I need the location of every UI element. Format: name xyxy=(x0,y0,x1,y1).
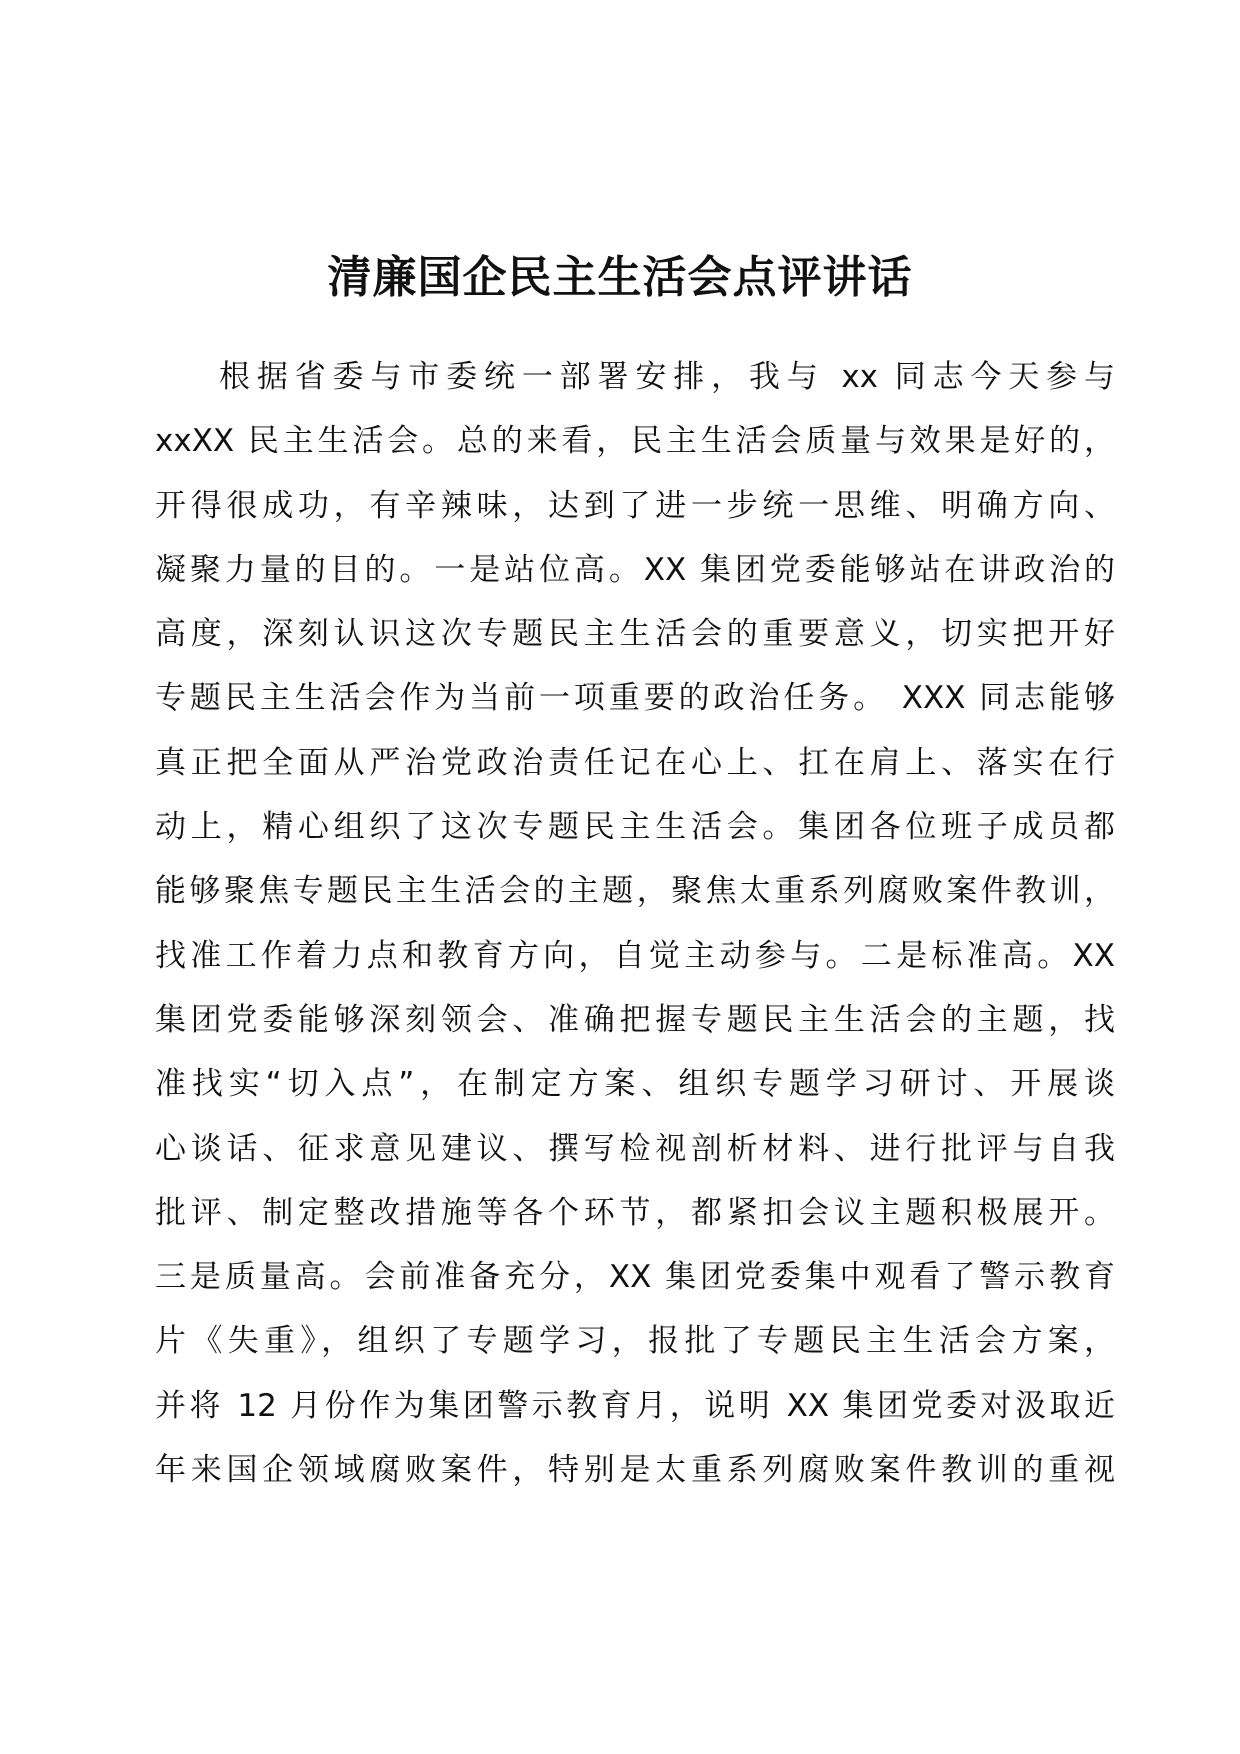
body-line: 专题民主生活会作为当前一项重要的政治任务。 XXX 同志能够 xyxy=(155,680,1115,717)
body-line: 批评、制定整改措施等各个环节，都紧扣会议主题积极展开。 xyxy=(155,1194,1115,1231)
body-line: 能够聚焦专题民主生活会的主题，聚焦太重系列腐败案件教训， xyxy=(155,873,1115,910)
body-line: xxXX 民主生活会。总的来看，民主生活会质量与效果是好的， xyxy=(155,423,1115,460)
body-line: 并将 12 月份作为集团警示教育月，说明 XX 集团党委对汲取近 xyxy=(155,1387,1115,1424)
body-line: 三是质量高。会前准备充分，XX 集团党委集中观看了警示教育 xyxy=(155,1259,1115,1296)
body-line: 高度，深刻认识这次专题民主生活会的重要意义，切实把开好 xyxy=(155,616,1115,653)
body-line: 开得很成功，有辛辣味，达到了进一步统一思维、明确方向、 xyxy=(155,487,1115,524)
body-line: 集团党委能够深刻领会、准确把握专题民主生活会的主题，找 xyxy=(155,1001,1115,1038)
body-line: 凝聚力量的目的。一是站位高。XX 集团党委能够站在讲政治的 xyxy=(155,551,1115,588)
document-body xyxy=(155,345,1115,1502)
body-line: 片《失重》，组织了专题学习，报批了专题民主生活会方案， xyxy=(155,1323,1115,1360)
body-line: 心谈话、征求意见建议、撰写检视剖析材料、进行批评与自我 xyxy=(155,1130,1115,1167)
body-line: 真正把全面从严治党政治责任记在心上、扛在肩上、落实在行 xyxy=(155,744,1115,781)
body-line: 找准工作着力点和教育方向，自觉主动参与。二是标准高。XX xyxy=(155,937,1115,974)
body-line: 动上，精心组织了这次专题民主生活会。集团各位班子成员都 xyxy=(155,809,1115,846)
body-line: 根据省委与市委统一部署安排，我与 xx 同志今天参与 xyxy=(219,359,1115,395)
document-title: 清廉国企民主生活会点评讲话 xyxy=(327,252,913,303)
body-line: 年来国企领域腐败案件，特别是太重系列腐败案件教训的重视 xyxy=(155,1452,1115,1489)
body-line: 准找实“切入点”，在制定方案、组织专题学习研讨、开展谈 xyxy=(155,1066,1115,1103)
